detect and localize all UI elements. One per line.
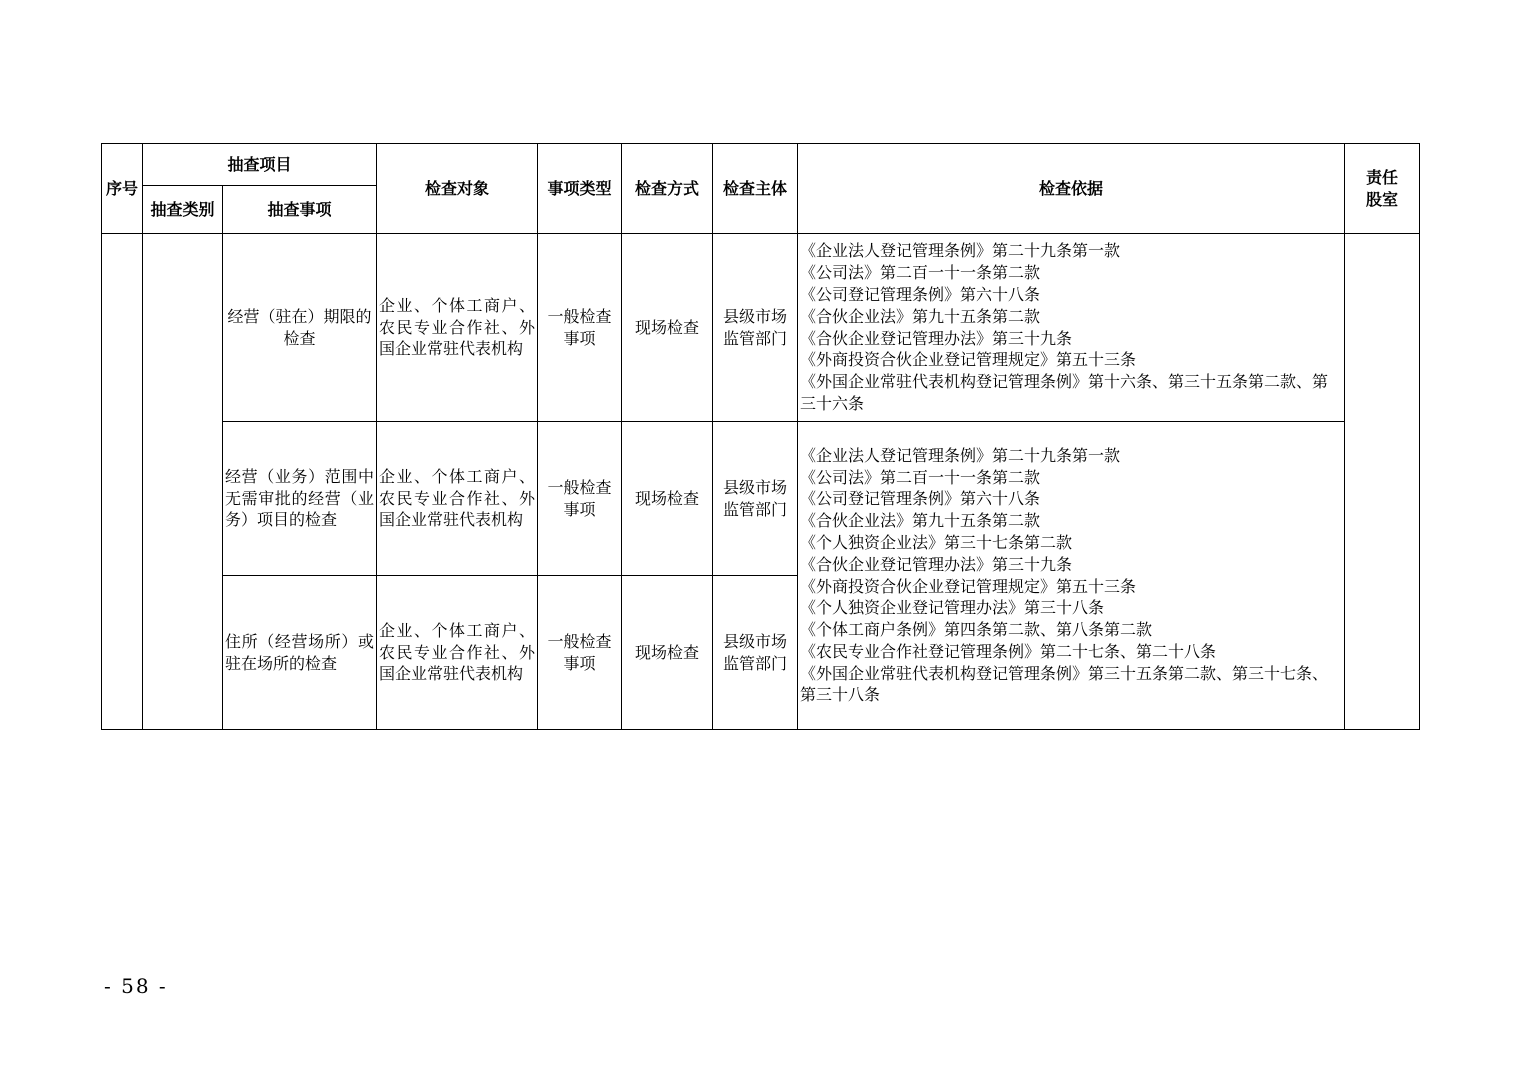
- header-subject: 检查主体: [713, 144, 798, 234]
- subject-cell: 县级市场监管部门: [713, 234, 798, 422]
- type-cell: 一般检查事项: [538, 576, 622, 730]
- item-cell: 经营（驻在）期限的检查: [223, 234, 377, 422]
- method-cell: 现场检查: [622, 576, 713, 730]
- dept-cell: [1345, 234, 1420, 730]
- basis-line: 《公司法》第二百一十一条第二款: [800, 263, 1041, 283]
- target-cell: 企业、个体工商户、农民专业合作社、外国企业常驻代表机构: [377, 234, 538, 422]
- basis-line: 《合伙企业登记管理办法》第三十九条: [800, 554, 1073, 574]
- basis-line: 《外国企业常驻代表机构登记管理条例》第三十五条第二款、第三十七条、第三十八条: [800, 663, 1329, 705]
- basis-line: 《公司登记管理条例》第六十八条: [800, 284, 1041, 304]
- basis-line: 《合伙企业登记管理办法》第三十九条: [800, 328, 1073, 348]
- basis-line: 《农民专业合作社登记管理条例》第二十七条、第二十八条: [800, 641, 1217, 661]
- item-cell: 住所（经营场所）或驻在场所的检查: [223, 576, 377, 730]
- header-category: 抽查类别: [143, 186, 223, 234]
- item-cell: 经营（业务）范围中无需审批的经营（业务）项目的检查: [223, 422, 377, 576]
- basis-line: 《外国企业常驻代表机构登记管理条例》第十六条、第三十五条第二款、第三十六条: [800, 372, 1329, 413]
- inspection-table: [101, 143, 1420, 730]
- basis-cell-2: [798, 422, 1345, 730]
- target-cell: 企业、个体工商户、农民专业合作社、外国企业常驻代表机构: [377, 422, 538, 576]
- header-row-1: [102, 144, 1420, 186]
- basis-line: 《公司登记管理条例》第六十八条: [800, 489, 1041, 509]
- header-project: 抽查项目: [143, 144, 377, 186]
- header-type: 事项类型: [538, 144, 622, 234]
- type-cell: 一般检查事项: [538, 234, 622, 422]
- basis-line: 《企业法人登记管理条例》第二十九条第一款: [800, 445, 1121, 465]
- category-cell: [143, 234, 223, 730]
- header-basis: 检查依据: [798, 144, 1345, 234]
- table-row: [102, 422, 1420, 576]
- method-cell: 现场检查: [622, 422, 713, 576]
- page-number: - 58 -: [104, 974, 168, 998]
- basis-line: 《合伙企业法》第九十五条第二款: [800, 306, 1041, 326]
- basis-line: 《企业法人登记管理条例》第二十九条第一款: [800, 241, 1121, 261]
- subject-cell: 县级市场监管部门: [713, 422, 798, 576]
- header-seq: 序号: [102, 144, 143, 234]
- basis-line: 《公司法》第二百一十一条第二款: [800, 467, 1041, 487]
- method-cell: 现场检查: [622, 234, 713, 422]
- basis-cell-1: [798, 234, 1345, 422]
- basis-line: 《外商投资合伙企业登记管理规定》第五十三条: [800, 350, 1137, 370]
- subject-cell: 县级市场监管部门: [713, 576, 798, 730]
- header-method: 检查方式: [622, 144, 713, 234]
- basis-line: 《个人独资企业登记管理办法》第三十八条: [800, 598, 1105, 618]
- basis-line: 《外商投资合伙企业登记管理规定》第五十三条: [800, 576, 1137, 596]
- basis-line: 《个人独资企业法》第三十七条第二款: [800, 532, 1073, 552]
- seq-cell: [102, 234, 143, 730]
- header-dept: 责任股室: [1345, 144, 1420, 234]
- basis-line: 《个体工商户条例》第四条第二款、第八条第二款: [800, 620, 1153, 640]
- header-item: 抽查事项: [223, 186, 377, 234]
- type-cell: 一般检查事项: [538, 422, 622, 576]
- target-cell: 企业、个体工商户、农民专业合作社、外国企业常驻代表机构: [377, 576, 538, 730]
- table-row: [102, 234, 1420, 422]
- basis-line: 《合伙企业法》第九十五条第二款: [800, 511, 1041, 531]
- header-target: 检查对象: [377, 144, 538, 234]
